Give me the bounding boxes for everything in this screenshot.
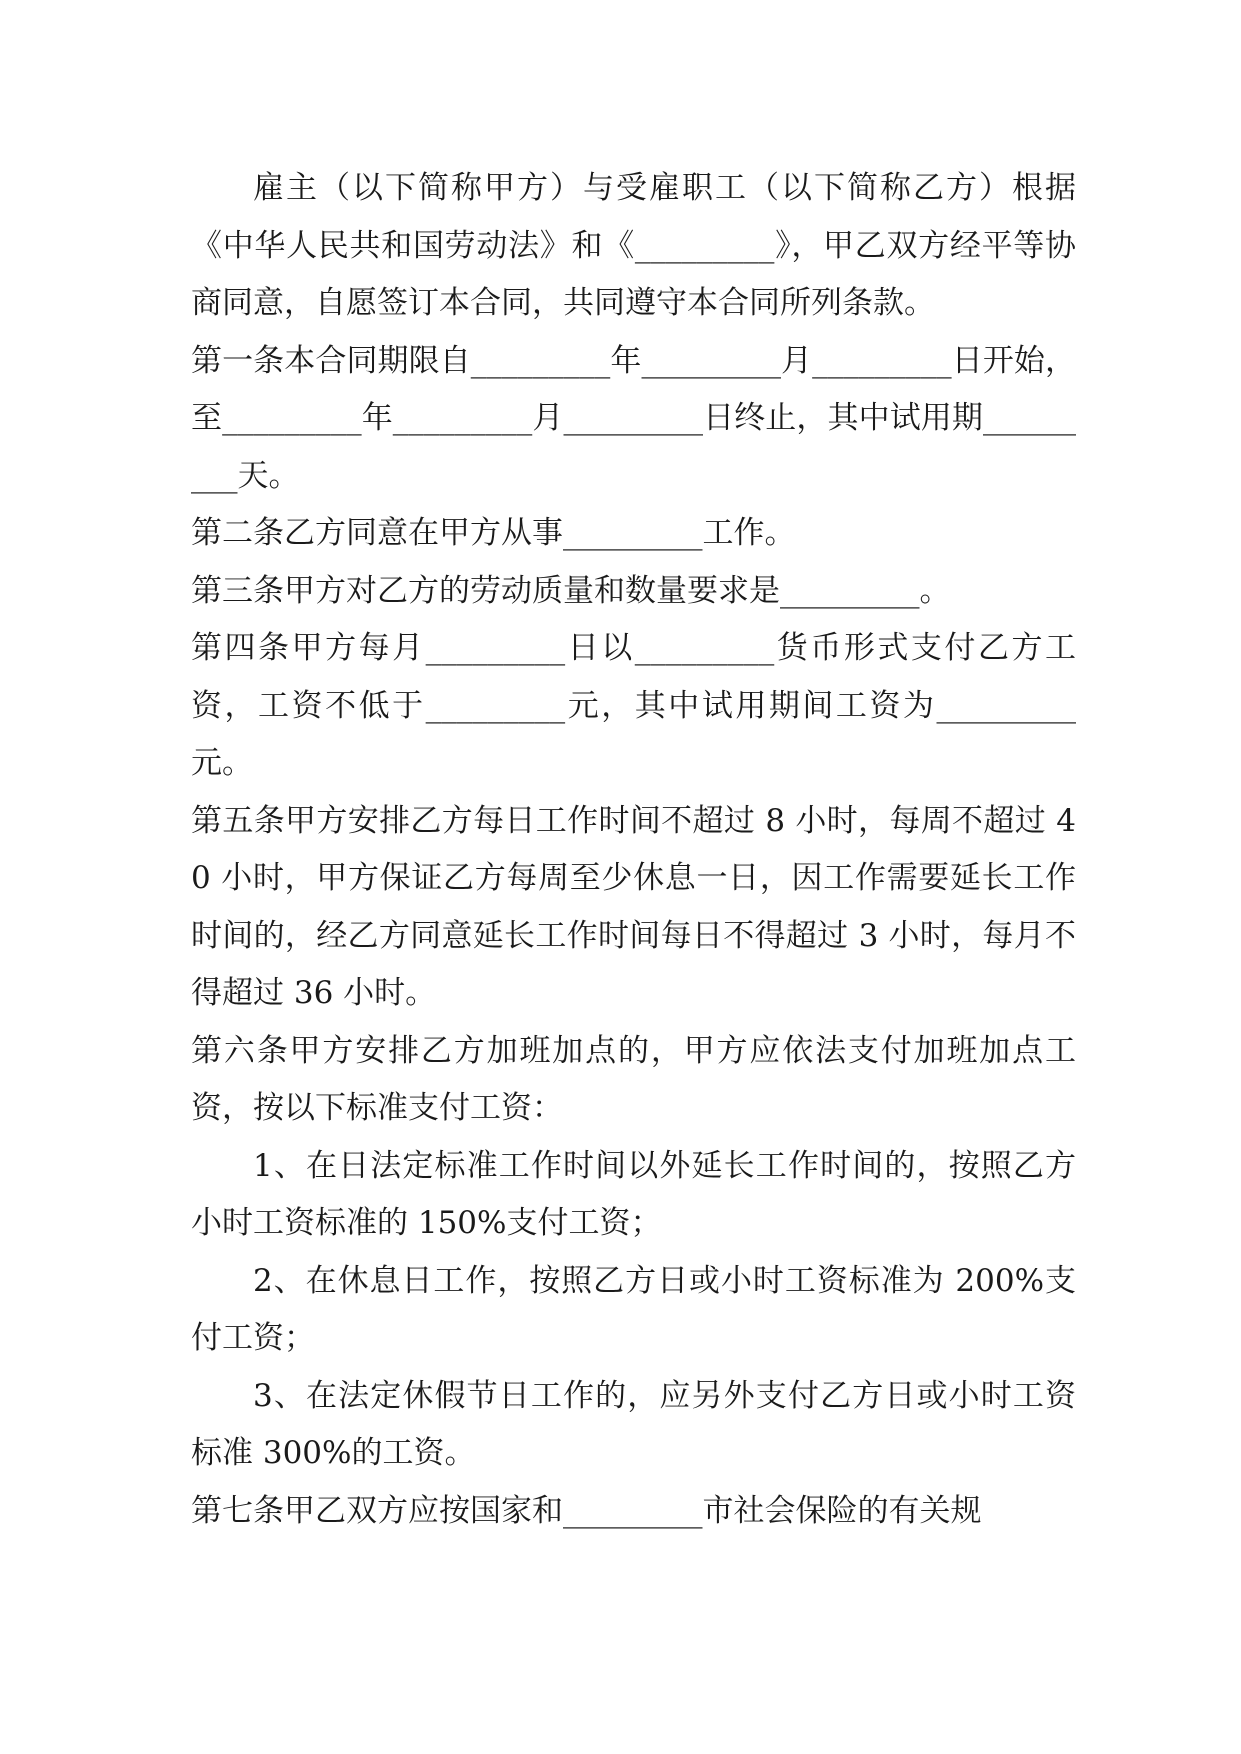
article-6-item-2: 2、在休息日工作，按照乙方日或小时工资标准为 200%支付工资； (191, 1262, 1076, 1356)
article-5: 第五条甲方安排乙方每日工作时间不超过 8 小时，每周不超过 40 小时，甲方保证乙方每周至少休息一日，因工作需要延长工作时间的，经乙方同意延长工作时间每日不得超过 3 小时，每月不得超过 36 小时。 (191, 802, 1076, 1011)
article-6-item-3: 3、在法定休假节日工作的，应另外支付乙方日或小时工资标准 300%的工资。 (191, 1377, 1076, 1471)
article-2: 第二条乙方同意在甲方从事_________工作。 (191, 515, 796, 551)
article-1: 第一条本合同期限自_________年_________月_________日开始，至_________年_________月_________日终止，其中试用期_________天。 (191, 342, 1076, 494)
contract-body (191, 160, 1076, 1540)
article-4: 第四条甲方每月_________日以_________货币形式支付乙方工资，工资不低于_________元，其中试用期间工资为_________元。 (191, 630, 1076, 781)
article-6-item-1: 1、在日法定标准工作时间以外延长工作时间的，按照乙方小时工资标准的 150%支付工资； (191, 1147, 1076, 1241)
article-7: 第七条甲乙双方应按国家和_________市社会保险的有关规 (191, 1492, 982, 1529)
article-3: 第三条甲方对乙方的劳动质量和数量要求是_________。 (191, 572, 951, 609)
article-6: 第六条甲方安排乙方加班加点的，甲方应依法支付加班加点工资，按以下标准支付工资： (191, 1032, 1076, 1126)
intro-paragraph: 雇主（以下简称甲方）与受雇职工（以下简称乙方）根据《中华人民共和国劳动法》和《_________》，甲乙双方经平等协商同意，自愿签订本合同，共同遵守本合同所列条款。 (191, 170, 1076, 321)
